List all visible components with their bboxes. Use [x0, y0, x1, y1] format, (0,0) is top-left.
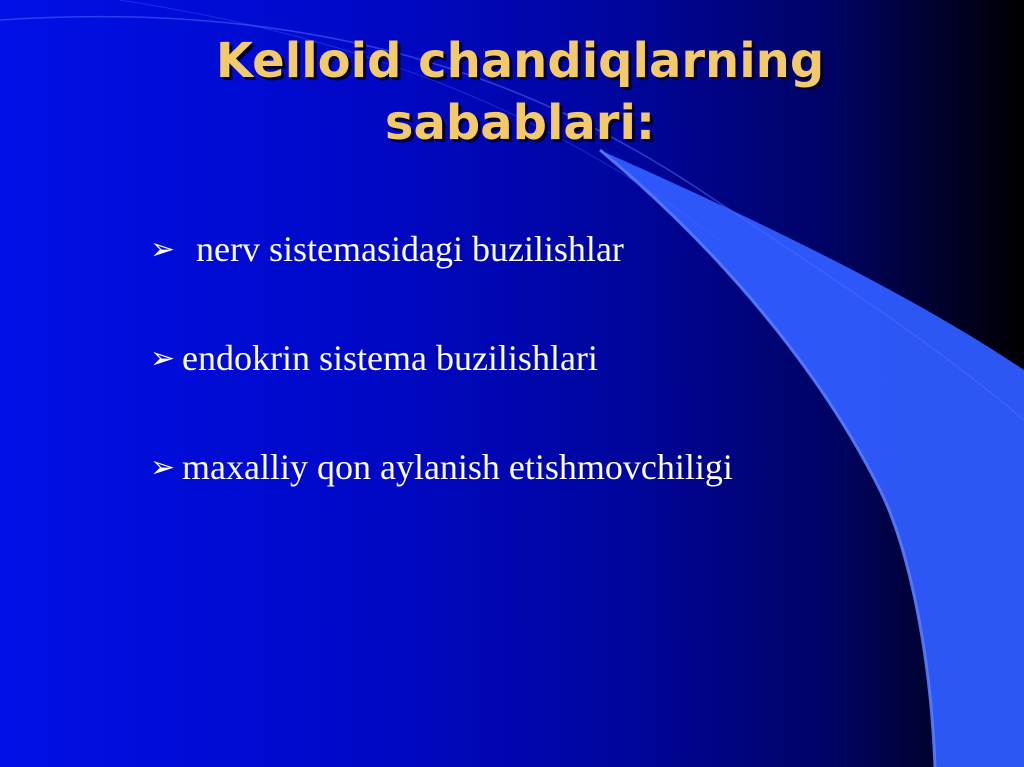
slide-title-line-1: Kelloid chandiqlarning — [215, 33, 825, 89]
bullet-text: endokrin sistema buzilishlari — [182, 338, 598, 378]
arrow-bullet-icon: ➢ — [150, 341, 176, 376]
arrow-bullet-icon: ➢ — [150, 450, 176, 485]
slide-title-line-2: sabablari: — [384, 95, 656, 151]
bullet-text: nerv sistemasidagi buzilishlar — [196, 229, 624, 269]
bullet-item — [150, 222, 733, 277]
bullet-text: maxalliy qon aylanish etishmovchiligi — [182, 447, 733, 487]
slide-title — [0, 30, 1024, 154]
arrow-bullet-icon: ➢ — [150, 232, 176, 267]
bullet-list — [150, 222, 733, 549]
bullet-item — [150, 331, 733, 386]
bullet-item — [150, 440, 733, 495]
